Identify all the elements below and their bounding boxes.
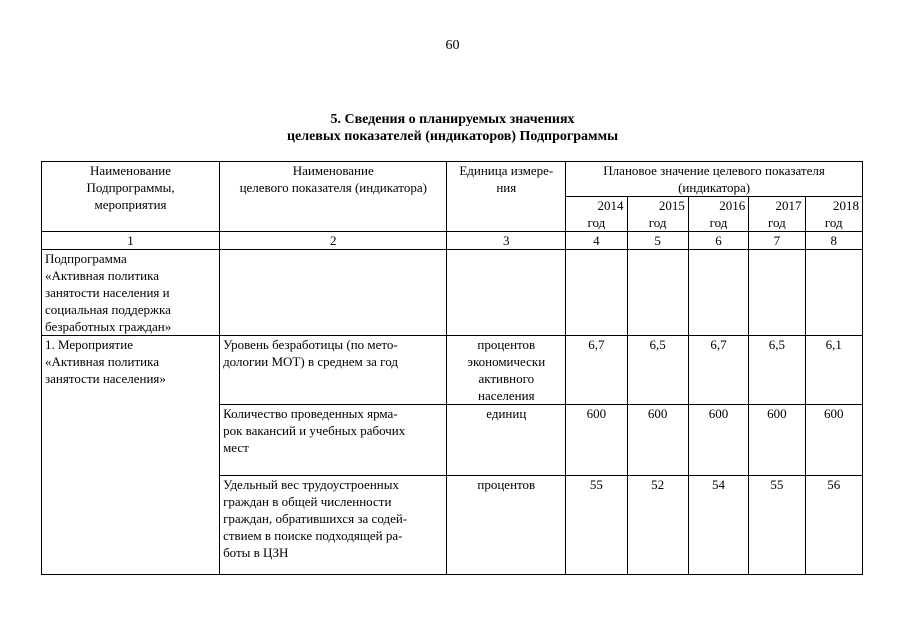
subprogram-name: Подпрограмма «Активная политика занятости населения и социальная поддержка безработных граждан»	[42, 250, 220, 336]
value-2018: 600	[805, 405, 862, 476]
header-year-2015: 2015 год	[627, 197, 688, 232]
indicator-unit: процентов экономически активного населения	[447, 336, 566, 405]
indicator-name: Удельный вес трудоустроенных граждан в общей численности граждан, обратившихся за содей- ствием в поиске подходящей ра- боты в ЦЗН	[220, 476, 447, 575]
empty-cell	[447, 250, 566, 336]
value-2017: 600	[749, 405, 805, 476]
col-number-2: 2	[220, 232, 447, 250]
header-year-2018: 2018 год	[805, 197, 862, 232]
col-number-7: 7	[749, 232, 805, 250]
value-2015: 52	[627, 476, 688, 575]
value-2015: 6,5	[627, 336, 688, 405]
value-2016: 600	[688, 405, 748, 476]
header-indicator: Наименование целевого показателя (индикатора)	[220, 162, 447, 232]
value-2018: 6,1	[805, 336, 862, 405]
empty-cell	[220, 250, 447, 336]
header-row-1	[42, 162, 863, 197]
measure-name: 1. Мероприятие «Активная политика занятости населения»	[42, 336, 220, 575]
empty-cell	[566, 250, 627, 336]
empty-cell	[688, 250, 748, 336]
col-number-6: 6	[688, 232, 748, 250]
section-title	[0, 111, 905, 145]
empty-cell	[805, 250, 862, 336]
page-number: 60	[445, 38, 460, 53]
indicator-unit: единиц	[447, 405, 566, 476]
indicator-name: Количество проведенных ярма- рок вакансий и учебных рабочих мест	[220, 405, 447, 476]
empty-cell	[627, 250, 688, 336]
header-subprogram: Наименование Подпрограммы, мероприятия	[42, 162, 220, 232]
column-numbers-row	[42, 232, 863, 250]
col-number-4: 4	[566, 232, 627, 250]
header-planned-value: Плановое значение целевого показателя (индикатора)	[566, 162, 863, 197]
value-2017: 6,5	[749, 336, 805, 405]
value-2015: 600	[627, 405, 688, 476]
col-number-5: 5	[627, 232, 688, 250]
empty-cell	[749, 250, 805, 336]
indicators-table	[41, 161, 863, 575]
col-number-8: 8	[805, 232, 862, 250]
value-2014: 600	[566, 405, 627, 476]
value-2018: 56	[805, 476, 862, 575]
value-2017: 55	[749, 476, 805, 575]
title-line-2: целевых показателей (индикаторов) Подпрограммы	[286, 129, 619, 144]
title-line-1: 5. Сведения о планируемых значениях	[330, 112, 575, 127]
header-year-2016: 2016 год	[688, 197, 748, 232]
value-2016: 54	[688, 476, 748, 575]
indicator-unit: процентов	[447, 476, 566, 575]
value-2014: 6,7	[566, 336, 627, 405]
header-year-2017: 2017 год	[749, 197, 805, 232]
col-number-1: 1	[42, 232, 220, 250]
header-unit: Единица измере- ния	[447, 162, 566, 232]
header-year-2014: 2014 год	[566, 197, 627, 232]
indicator-name: Уровень безработицы (по мето- дологии МОТ) в среднем за год	[220, 336, 447, 405]
subprogram-row	[42, 250, 863, 336]
indicator-row-unemployment	[42, 336, 863, 405]
value-2016: 6,7	[688, 336, 748, 405]
col-number-3: 3	[447, 232, 566, 250]
value-2014: 55	[566, 476, 627, 575]
